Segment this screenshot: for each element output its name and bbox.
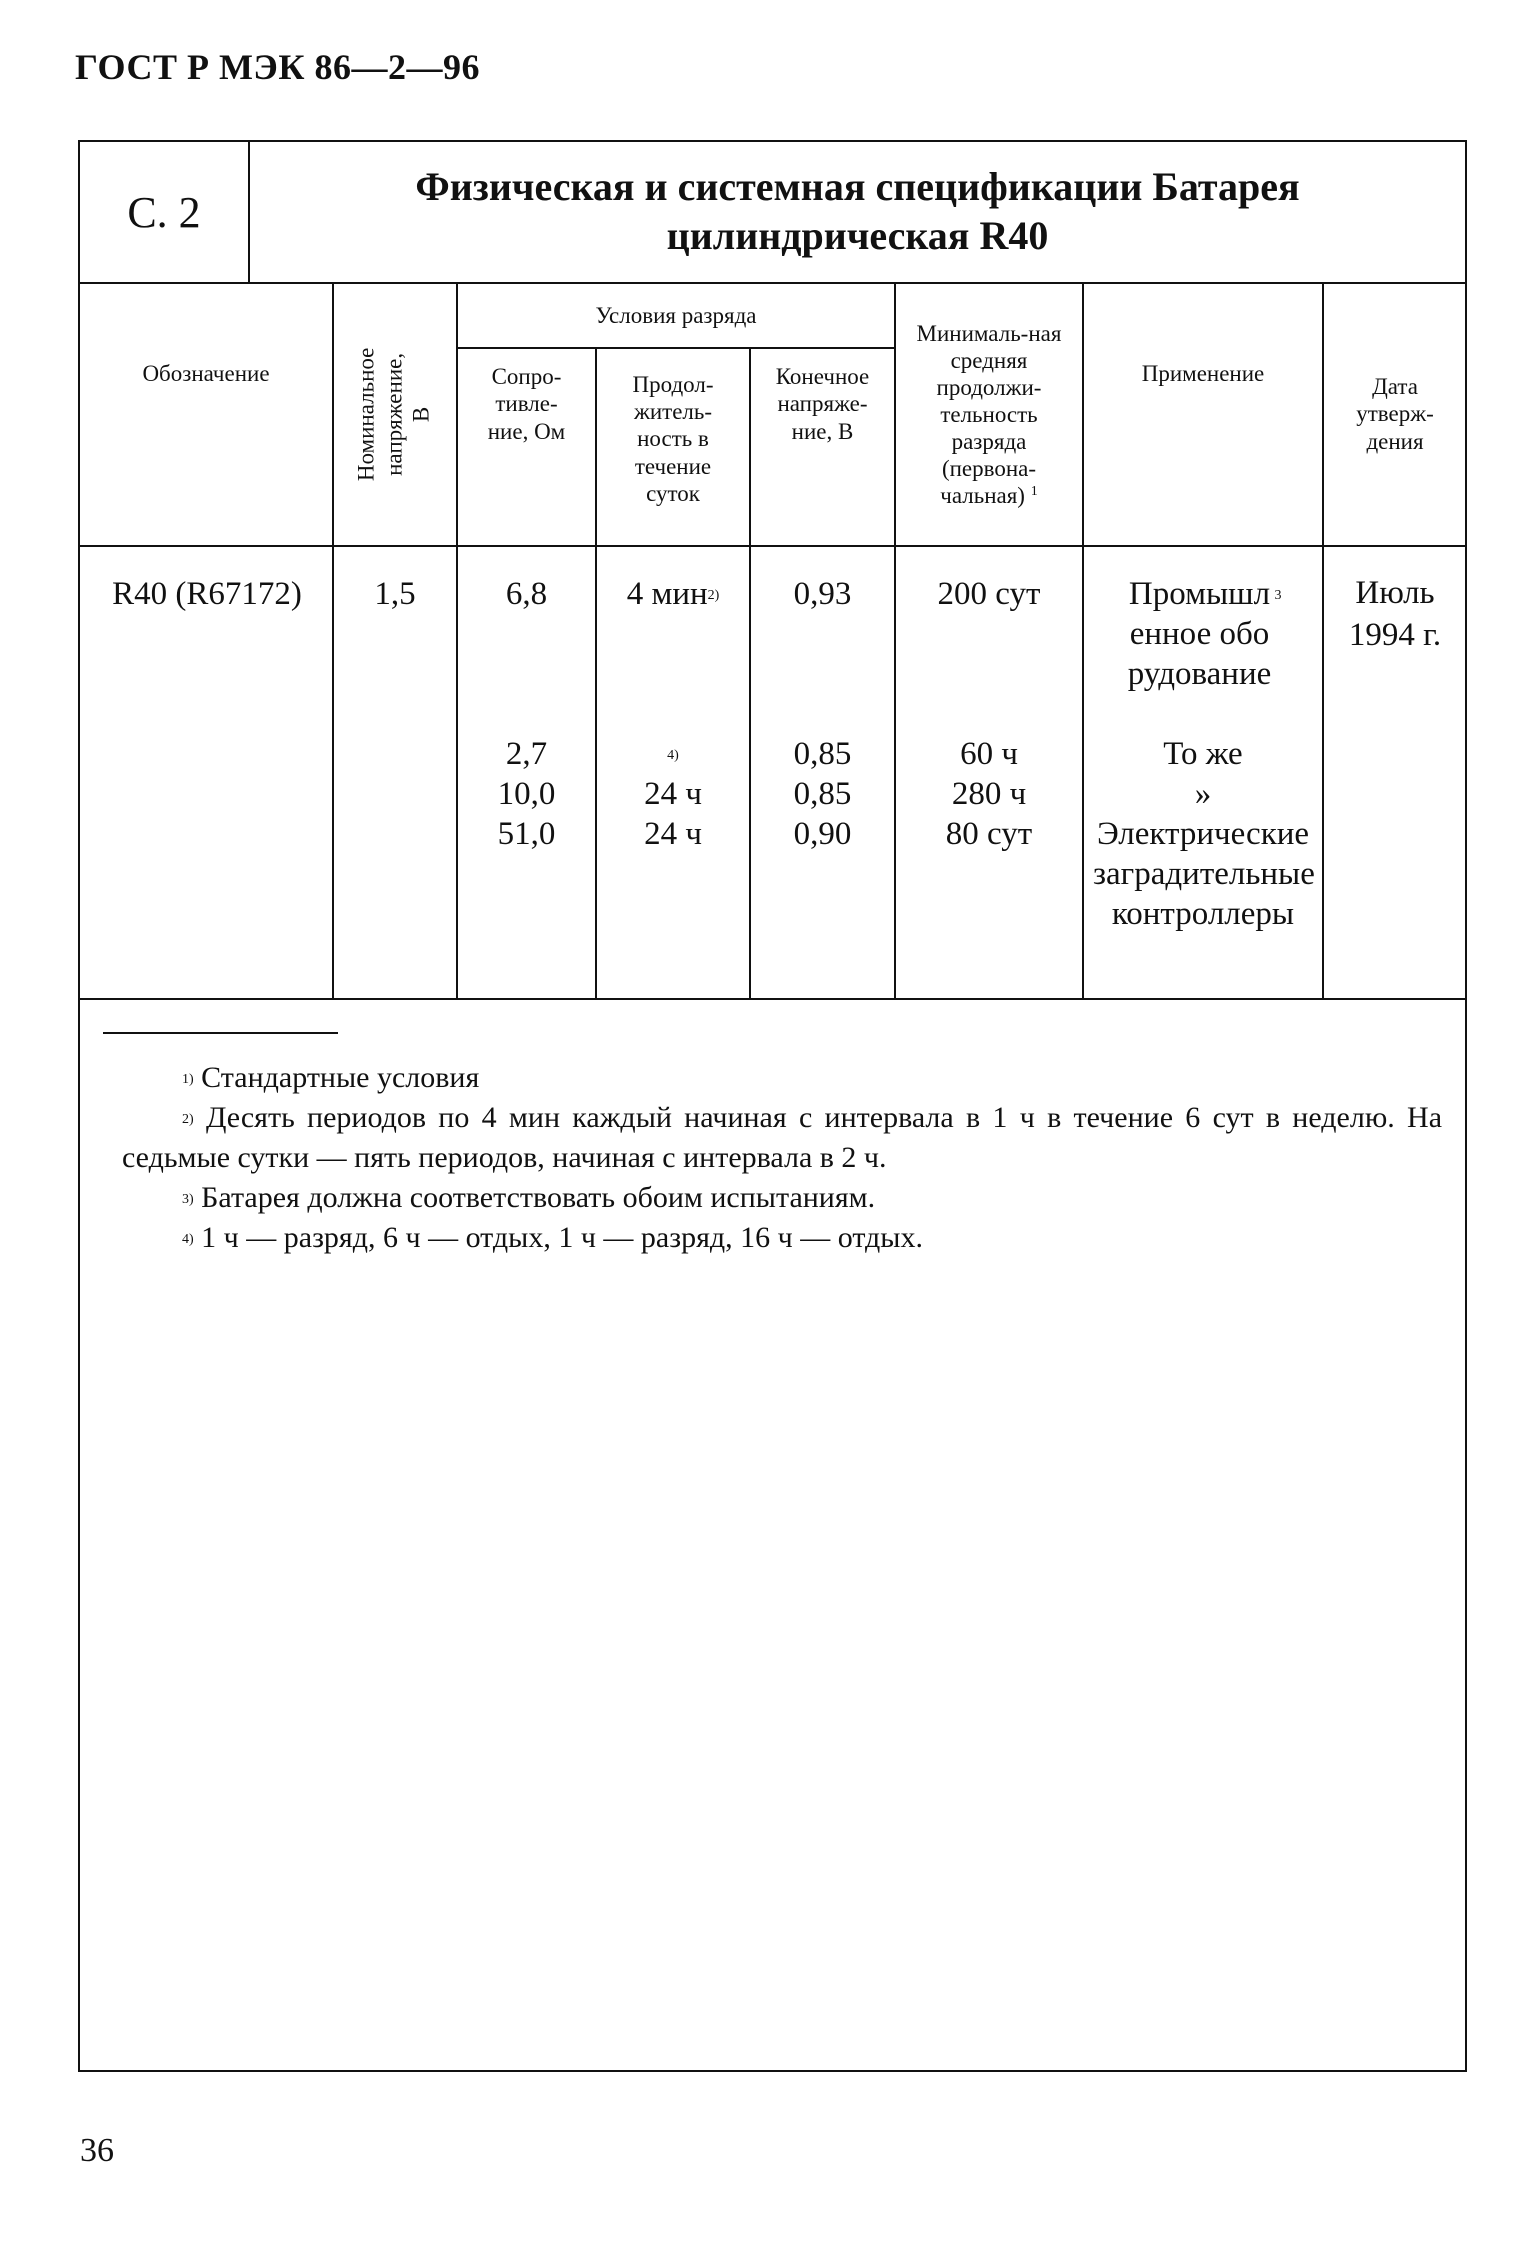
row1-end-voltage: 0,93 bbox=[793, 576, 852, 612]
footnote-3-mark: 3) bbox=[182, 1192, 194, 1207]
row1-duration-value: 4 мин bbox=[626, 576, 708, 612]
row2-application: То же bbox=[1163, 736, 1243, 772]
footnote-2-mark: 2) bbox=[182, 1112, 194, 1127]
header-min-avg-duration-wrap bbox=[914, 320, 1064, 510]
footnote-2-text: Десять периодов по 4 мин каждый начиная с интервала в 1 ч в течение 6 сут в неделю. На седьмые сутки — пять периодов, начиная с интервала в 2 ч. bbox=[122, 1101, 1443, 1174]
footnote-1 bbox=[182, 1058, 1432, 1098]
header-resistance bbox=[458, 349, 595, 459]
header-nominal-voltage-cell bbox=[332, 284, 456, 544]
row1-application-text: Промышленное оборудование bbox=[1127, 576, 1272, 692]
header-application: Применение bbox=[1141, 361, 1265, 387]
cell-nominal-voltage: 1,5 bbox=[374, 576, 416, 612]
header-resistance-text: Сопро-тивле-ние, Ом bbox=[487, 364, 566, 444]
header-min-avg-duration bbox=[896, 292, 1082, 537]
row4-min-duration: 80 сут bbox=[945, 816, 1033, 852]
table-bottom bbox=[80, 998, 1466, 1000]
header-approval-date-text: Дата утверж-дения bbox=[1356, 374, 1434, 454]
footnote-rule bbox=[103, 1032, 338, 1034]
row1-application bbox=[1084, 574, 1322, 694]
header-approval-date bbox=[1324, 284, 1466, 544]
row3-end-voltage: 0,85 bbox=[793, 776, 852, 812]
row3-duration: 24 ч bbox=[644, 776, 702, 812]
row4-resistance: 51,0 bbox=[497, 816, 556, 852]
row4-application-text: Электрические заградительные контроллеры bbox=[1093, 816, 1315, 932]
row2-resistance: 2,7 bbox=[505, 736, 548, 772]
row1-application-note: 3 bbox=[1274, 588, 1282, 603]
row3-application: » bbox=[1194, 776, 1212, 812]
row2-duration bbox=[597, 734, 749, 774]
header-min-avg-duration-text: Минималь-ная средняя продолжи-тельность разряда (первона-чальная) bbox=[916, 320, 1062, 509]
footnote-1-text: Стандартные условия bbox=[201, 1061, 480, 1094]
cell-approval-date-text: Июль 1994 г. bbox=[1348, 575, 1442, 653]
cell-designation: R40 (R67172) bbox=[112, 576, 302, 612]
header-duration-text: Продол-житель-ность в течение суток bbox=[632, 372, 714, 506]
row1-duration bbox=[597, 574, 749, 614]
header-min-avg-duration-note: 1 bbox=[1030, 484, 1038, 500]
row3-min-duration: 280 ч bbox=[951, 776, 1027, 812]
page-number: 36 bbox=[80, 2132, 114, 2169]
row1-min-duration: 200 сут bbox=[937, 576, 1041, 612]
header-duration bbox=[597, 349, 749, 529]
row1-duration-note: 2) bbox=[707, 588, 720, 603]
sheet-title bbox=[250, 142, 1465, 282]
document-standard: ГОСТ Р МЭК 86—2—96 bbox=[75, 47, 480, 87]
sheet-title-text: Физическая и системная спецификации Батарея цилиндрическая R40 bbox=[415, 164, 1300, 258]
footnote-3-text: Батарея должна соответствовать обоим испытаниям. bbox=[201, 1181, 876, 1214]
footnote-3 bbox=[182, 1178, 1432, 1218]
header-discharge-conditions: Условия разряда bbox=[595, 302, 757, 328]
header-end-voltage-text: Конечное напряже-ние, В bbox=[775, 364, 870, 444]
footnote-1-mark: 1) bbox=[182, 1072, 194, 1087]
cell-approval-date bbox=[1324, 572, 1466, 656]
row4-application bbox=[1084, 814, 1322, 934]
footnote-4-mark: 4) bbox=[182, 1232, 194, 1247]
footnote-4 bbox=[182, 1218, 1432, 1258]
row2-end-voltage: 0,85 bbox=[793, 736, 852, 772]
row3-resistance: 10,0 bbox=[497, 776, 556, 812]
row2-duration-note: 4) bbox=[667, 748, 679, 763]
header-designation: Обозначение bbox=[142, 361, 270, 387]
footnote-4-text: 1 ч — разряд, 6 ч — отдых, 1 ч — разряд, 16 ч — отдых. bbox=[201, 1221, 923, 1254]
header-divider bbox=[80, 545, 1466, 547]
header-nominal-voltage: Номинальное напряжение, В bbox=[353, 347, 434, 481]
footnote-2 bbox=[122, 1098, 1442, 1178]
row4-duration: 24 ч bbox=[644, 816, 702, 852]
row2-min-duration: 60 ч bbox=[960, 736, 1018, 772]
header-end-voltage bbox=[751, 349, 894, 459]
row4-end-voltage: 0,90 bbox=[793, 816, 852, 852]
row1-resistance: 6,8 bbox=[505, 576, 548, 612]
page-label: С. 2 bbox=[127, 187, 201, 237]
